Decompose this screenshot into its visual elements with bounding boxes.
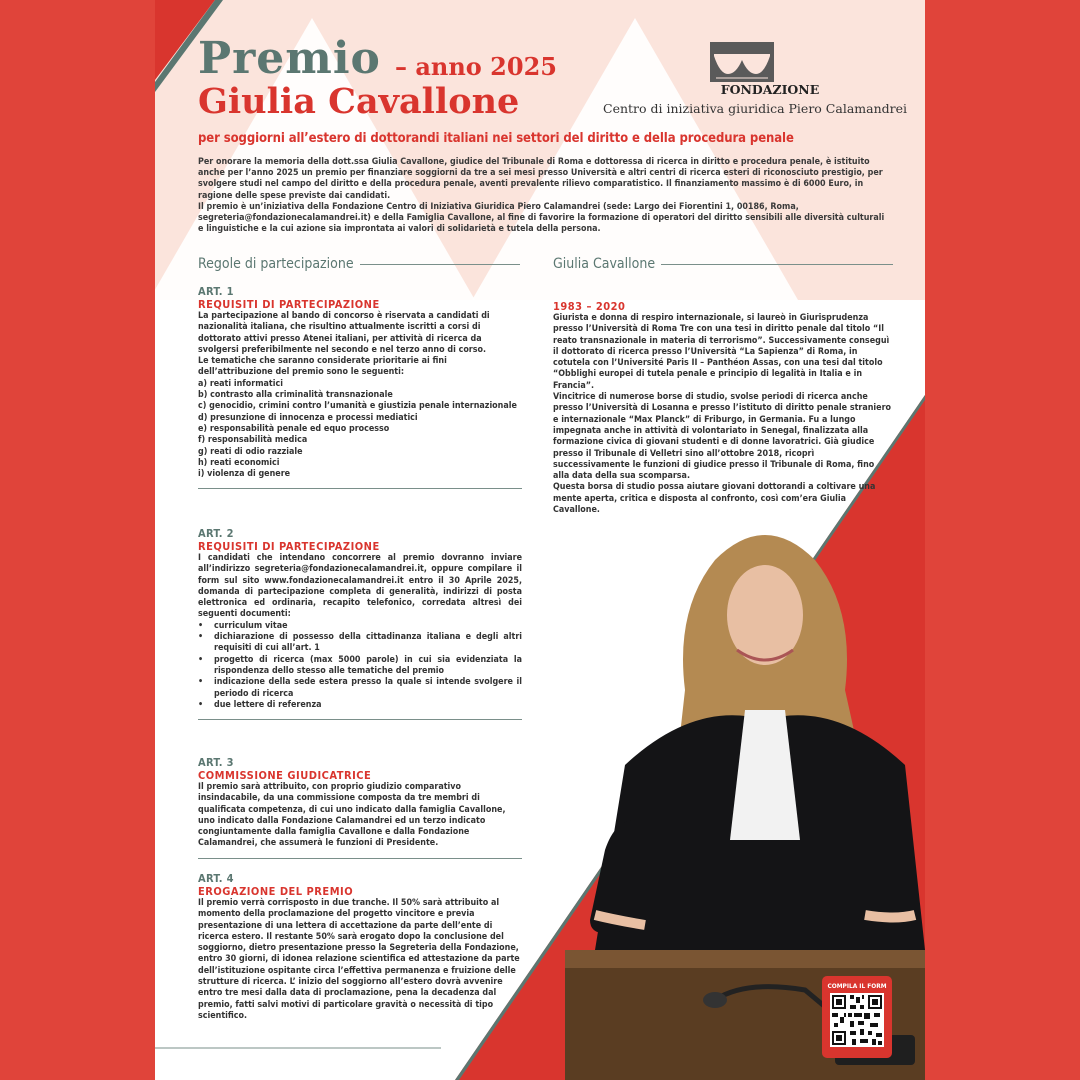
article-3 <box>198 756 522 859</box>
article-paragraph: I candidati che intendano concorrere al premio dovranno inviare all’indirizzo segreteria@fondazionecalamandrei.it, oppure compilare il form sul sito www.fondazionecalamandrei.it entro il 30 Aprile 2025, domanda di partecipazione completa di generalità, indirizzi di posta elettronica ed ordinaria, recapito telefonico, corredata altresì dei seguenti documenti: <box>198 553 522 620</box>
qr-label: COMPILA IL FORM <box>827 982 887 990</box>
bio-years: 1983 – 2020 <box>553 300 626 313</box>
poster <box>155 0 925 1080</box>
list-item: • curriculum vitae <box>214 621 522 632</box>
divider <box>198 719 522 720</box>
article-paragraph: Il premio verrà corrisposto in due tranche. Il 50% sarà attribuito al momento della proclamazione del progetto vincitore e previa presentazione di una lettera di accettazione da parte dell’ente di ricerca estero. Il restante 50% sarà erogato dopo la conclusione del soggiorno, dietro presentazione presso la Segreteria della Fondazione, entro 30 giorni, di idonea relazione scientifica ed attestazione da parte dell’istituzione ospitante circa l’effettiva permanenza e fruizione delle strutture di ricerca. L’ inizio del soggiorno all’estero dovrà avvenire entro tre mesi dalla data di proclamazione, pena la decadenza dal premio, fatti salvi motivi di particolare gravità o necessità di tipo scientifico. <box>198 898 520 1021</box>
topic-item: e) responsabilità penale ed equo processo <box>198 423 390 434</box>
bio-paragraph: Vincitrice di numerose borse di studio, svolse periodi di ricerca anche presso l’Università di Losanna e presso l’istituto di diritto penale straniero e internazionale “Max Planck” di Friburgo, in Germania. Fu a lungo impegnata anche in attività di volontariato in Senegal, finalizzata alla formazione civica di giovani studenti e di donne lavoratrici. Già giudice presso il Tribunale di Velletri sino all’ottobre 2018, ricoprì successivamente le funzioni di giudice presso il Tribunale di Roma, fino alla data della sua scomparsa. <box>553 392 891 482</box>
article-number: ART. 4 <box>198 872 234 885</box>
bio-paragraph: Giurista e donna di respiro internazionale, si laureò in Giurisprudenza presso l’Università di Roma Tre con una tesi in diritto penale dal titolo “Il reato transnazionale in materia di terrorismo”. Successivamente conseguì il dottorato di ricerca presso l’Università “La Sapienza” di Roma, in cotutela con l’Université Paris II – Panthéon Assas, con una tesi dal titolo “Obblighi europei di tutela penale e principio di legalità in Italia e in Francia”. <box>553 313 890 391</box>
list-item: • progetto di ricerca (max 5000 parole) in cui sia evidenziata la rispondenza dello stesso alle tematiche del premio <box>214 655 522 678</box>
article-paragraph: Le tematiche che saranno considerate prioritarie ai fini dell’attribuzione del premio sono le seguenti: <box>198 356 447 378</box>
intro-paragraph: Il premio è un’iniziativa della Fondazione Centro di Iniziativa Giuridica Piero Calamandrei (sede: Largo dei Fiorentini 1, 00186, Roma, segreteria@fondazionecalamandrei.it) e della Famiglia Cavallone, al fine di favorire la formazione di operatori del diritto sensibili alle diversità culturali e linguistiche e la cui azione sia improntata ai valori di solidarietà e tutela della persona. <box>198 201 885 235</box>
article-number: ART. 2 <box>198 527 234 540</box>
topic-item: f) responsabilità medica <box>198 435 308 446</box>
topic-item: d) presunzione di innocenza e processi mediatici <box>198 412 418 423</box>
topic-item: a) reati informatici <box>198 378 283 389</box>
prize-subtitle: per soggiorni all’estero di dottorandi italiani nei settori del diritto e della procedura penale <box>198 131 794 146</box>
section-heading-rules <box>198 256 520 272</box>
article-paragraph: Il premio sarà attribuito, con proprio giudizio comparativo insindacabile, da una commissione composta da tre membri di qualificata competenza, di cui uno indicato dalla famiglia Cavallone, uno indicato dalla Fondazione Calamandrei ed un terzo indicato congiuntamente dalla famiglia Cavallone e dalla Fondazione Calamandrei, che assumerà le funzioni di Presidente. <box>198 782 506 849</box>
bio-paragraph: Questa borsa di studio possa aiutare giovani dottorandi a coltivare una mente aperta, critica e disposta al confronto, così com’era Giulia Cavallone. <box>553 482 876 516</box>
topic-item: h) reati economici <box>198 457 280 468</box>
divider <box>360 264 520 265</box>
article-title: REQUISITI DI PARTECIPAZIONE <box>198 540 380 553</box>
document-list <box>198 621 522 711</box>
divider <box>661 264 893 265</box>
intro-paragraph: Per onorare la memoria della dott.ssa Giulia Cavallone, giudice del Tribunale di Roma e dottoressa di ricerca in diritto e procedura penale, è istituito anche per l’anno 2025 un premio per finanziare soggiorni da tre a sei mesi presso Università e altri centri di ricerca esteri di riconosciuto prestigio, per svolgere studi nel campo del diritto e della procedura penale, aventi prevalente rilievo comparatistico. Il finanziamento massimo è di 6000 Euro, in ragione delle spese previste dai candidati. <box>198 157 883 201</box>
section-title: Giulia Cavallone <box>553 256 656 272</box>
topic-item: b) contrasto alla criminalità transnazionale <box>198 390 393 401</box>
article-number: ART. 3 <box>198 756 234 769</box>
topic-item: i) violenza di genere <box>198 469 291 480</box>
biography <box>553 300 893 516</box>
divider <box>198 858 522 859</box>
divider <box>198 488 522 489</box>
logo-name: FONDAZIONE <box>720 82 820 97</box>
article-title: EROGAZIONE DEL PREMIO <box>198 885 354 898</box>
logo-subtitle: Centro di iniziativa giuridica Piero Calamandrei <box>603 101 907 116</box>
title-premio: Premio <box>198 33 381 84</box>
article-1 <box>198 285 522 489</box>
article-paragraph: La partecipazione al bando di concorso è riservata a candidati di nazionalità italiana, che risultino attualmente iscritti a corsi di dottorato attivi presso Atenei italiani, per attività di ricerca da svolgersi preferibilmente nel secondo e nel terzo anno di corso. <box>198 311 490 355</box>
intro-text <box>198 157 888 235</box>
topic-item: c) genocidio, crimini contro l’umanità e giustizia penale internazionale <box>198 401 517 412</box>
title-year: – anno 2025 <box>395 52 557 81</box>
article-title: COMMISSIONE GIUDICATRICE <box>198 769 372 782</box>
list-item: • due lettere di referenza <box>214 700 522 711</box>
fondazione-logo-icon <box>710 42 774 82</box>
qr-code-icon[interactable] <box>830 993 884 1047</box>
article-number: ART. 1 <box>198 285 234 298</box>
article-2 <box>198 527 522 720</box>
article-4 <box>198 872 522 1022</box>
topic-item: g) reati di odio razziale <box>198 446 303 457</box>
list-item: • dichiarazione di possesso della cittadinanza italiana e degli altri requisiti di cui all’art. 1 <box>214 632 522 655</box>
title-name: Giulia Cavallone <box>198 81 520 122</box>
section-title: Regole di partecipazione <box>198 256 354 272</box>
article-title: REQUISITI DI PARTECIPAZIONE <box>198 298 380 311</box>
section-heading-bio <box>553 256 893 272</box>
list-item: • indicazione della sede estera presso la quale si intende svolgere il periodo di ricerca <box>214 677 522 700</box>
